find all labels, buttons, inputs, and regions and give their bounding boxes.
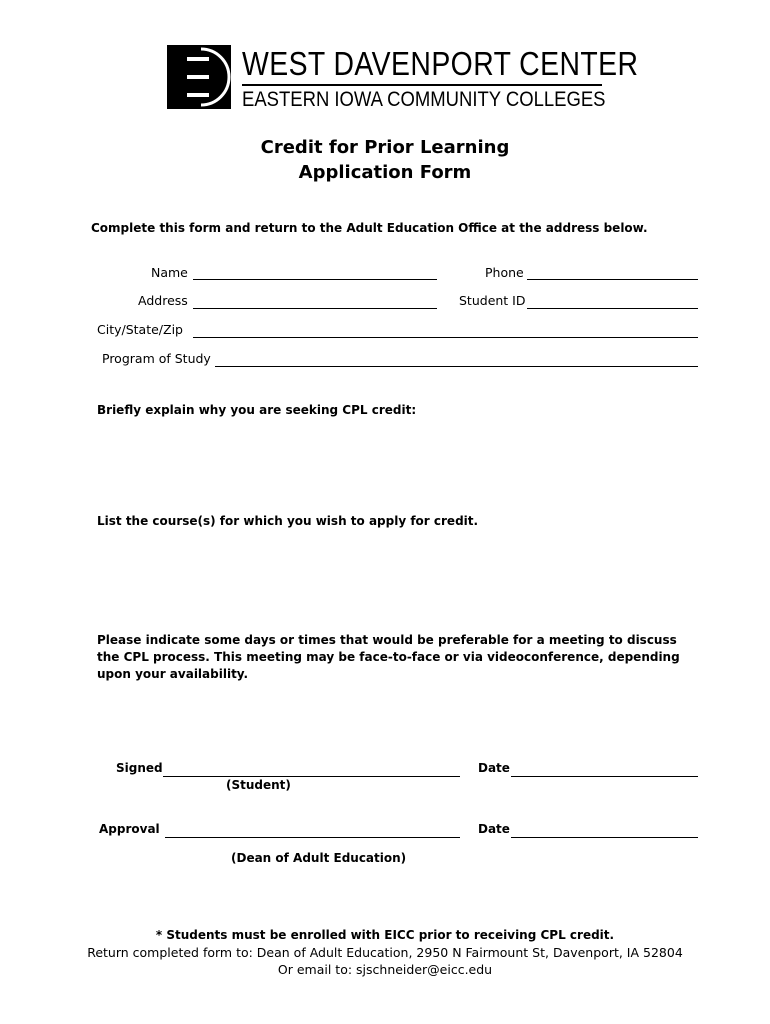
approval-date-label: Date xyxy=(478,822,510,836)
logo-divider xyxy=(242,84,602,86)
name-label: Name xyxy=(151,265,188,280)
approval-caption: (Dean of Adult Education) xyxy=(231,851,407,865)
address-label: Address xyxy=(138,293,188,308)
student-signature-field[interactable] xyxy=(163,776,460,777)
name-field[interactable] xyxy=(193,279,437,280)
question-courses: List the course(s) for which you wish to apply for credit. xyxy=(97,514,479,528)
phone-label: Phone xyxy=(485,265,524,280)
question-reason: Briefly explain why you are seeking CPL credit: xyxy=(97,403,417,417)
approval-date-field[interactable] xyxy=(511,837,698,838)
logo-subtitle: EASTERN IOWA COMMUNITY COLLEGES xyxy=(242,88,606,111)
city-state-zip-field[interactable] xyxy=(193,337,698,338)
student-id-label: Student ID xyxy=(459,293,526,308)
student-id-field[interactable] xyxy=(527,308,698,309)
student-caption: (Student) xyxy=(226,778,291,792)
email-line: Or email to: sjschneider@eicc.edu xyxy=(277,962,493,977)
logo-title: WEST DAVENPORT CENTER xyxy=(242,45,639,82)
program-label: Program of Study xyxy=(102,351,211,366)
signed-date-label: Date xyxy=(478,761,510,775)
college-logo-icon xyxy=(167,45,231,109)
form-subtitle: Application Form xyxy=(298,162,472,183)
address-field[interactable] xyxy=(193,308,437,309)
approval-label: Approval xyxy=(99,822,160,836)
return-address: Return completed form to: Dean of Adult Education, 2950 N Fairmount St, Davenport, IA 52804 xyxy=(87,945,683,960)
enrollment-note: * Students must be enrolled with EICC prior to receiving CPL credit. xyxy=(155,928,615,942)
program-field[interactable] xyxy=(215,366,698,367)
city-state-zip-label: City/State/Zip xyxy=(97,322,183,337)
question-meeting: Please indicate some days or times that would be preferable for a meeting to discuss the CPL process. This meeting may be face-to-face or via videoconference, depending upon your availability. xyxy=(97,633,680,681)
signed-date-field[interactable] xyxy=(511,776,698,777)
form-title: Credit for Prior Learning xyxy=(260,137,510,158)
phone-field[interactable] xyxy=(527,279,698,280)
approval-signature-field[interactable] xyxy=(165,837,460,838)
instructions: Complete this form and return to the Adult Education Office at the address below. xyxy=(91,221,648,235)
signed-label: Signed xyxy=(116,761,163,775)
